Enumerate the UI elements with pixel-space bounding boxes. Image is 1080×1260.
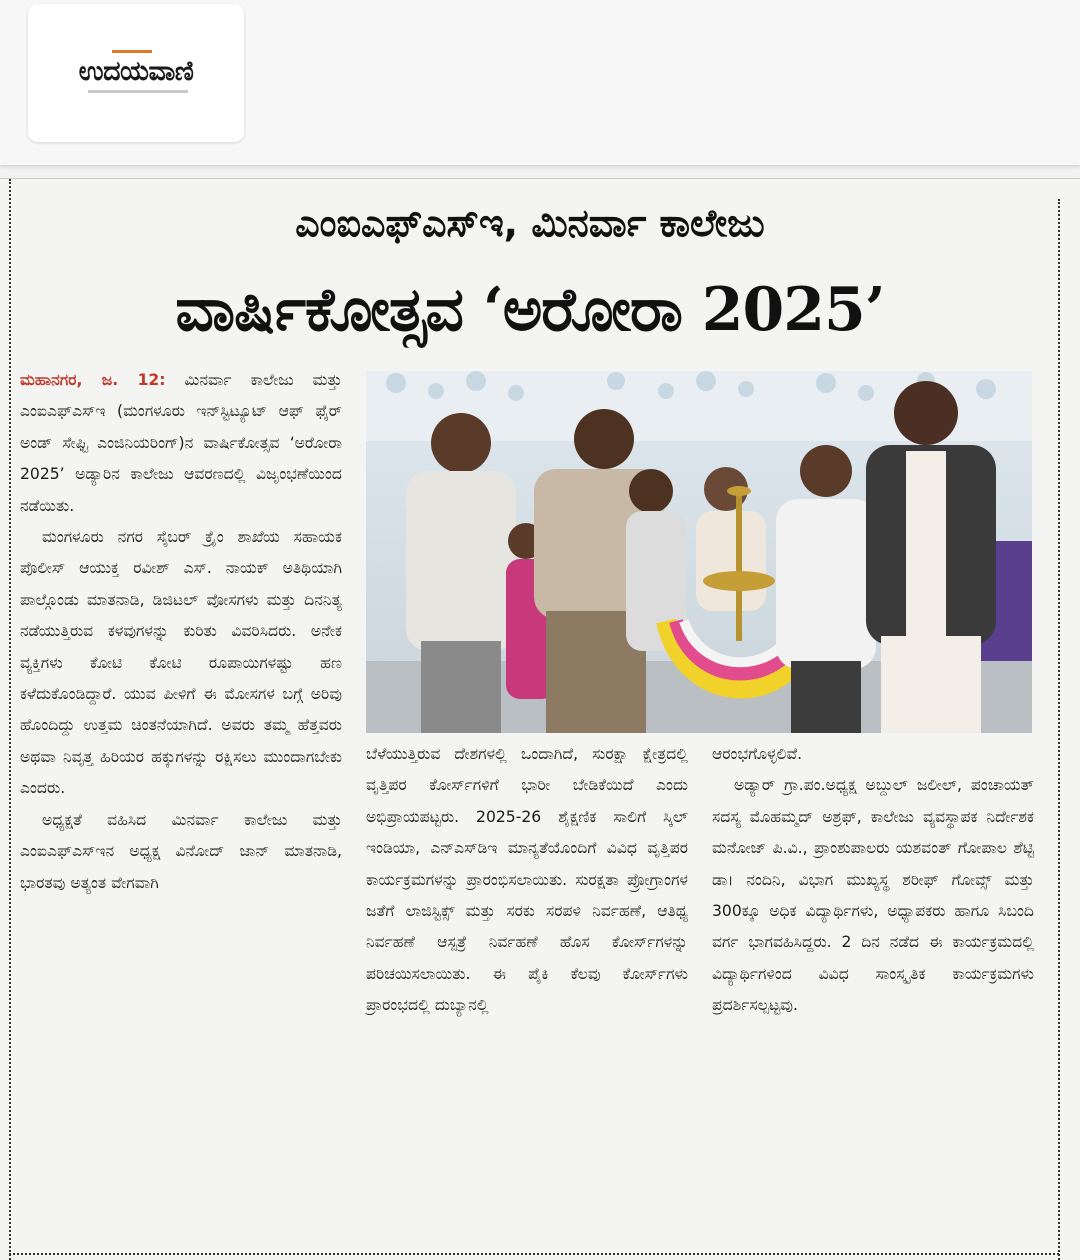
headline-main: ವಾರ್ಷಿಕೋತ್ಸವ ‘ಅರೋರಾ 2025’ [175, 275, 885, 345]
app-header [0, 0, 1080, 166]
event-photo-illustration [366, 371, 1032, 733]
article-paragraph [20, 365, 342, 522]
article-column-2 [366, 739, 688, 1022]
event-photo [366, 371, 1032, 733]
headline-kicker: ಎಂಐಎಫ್‌ಎಸ್‌ಇ, ಮಿನರ್ವಾ ಕಾಲೇಜು [295, 201, 765, 245]
article-column-3 [712, 739, 1034, 1022]
paragraph-text: ಮಿನರ್ವಾ ಕಾಲೇಜು ಮತ್ತು ಎಂಐಎಫ್‌ಎಸ್‌ಇ (ಮಂಗಳೂರು ಇನ್‌ಸ್ಟಿಟ್ಯೂಟ್‌ ಆಫ್‌ ಫೈರ್‌ ಅಂಡ್‌ ಸೇಫ್ಟಿ ಎಂಜಿನಿಯರಿಂಗ್‌)ನ ವಾರ್ಷಿಕೋತ್ಸವ ‘ಅರೋರಾ 2025’ ಅಡ್ಯಾರಿನ ಕಾಲೇಜು ಆವರಣದಲ್ಲಿ ವಿಜೃಂಭಣೆಯಿಂದ ನಡೆಯಿತು. [20, 371, 342, 515]
publisher-logo[interactable] [28, 4, 244, 142]
article-column-1 [20, 365, 342, 899]
dateline: ಮಹಾನಗರ, ಜ. 12: [20, 371, 166, 389]
article-paragraph: ಮಂಗಳೂರು ನಗರ ಸೈಬರ್‌ ಕ್ರೈಂ ಶಾಖೆಯ ಸಹಾಯಕ ಪೊಲೀಸ್‌ ಆಯುಕ್ತ ರವೀಶ್‌ ಎಸ್‌. ನಾಯಕ್‌ ಅತಿಥಿಯಾಗಿ ಪಾಲ್ಗೊಂಡು ಮಾತನಾಡಿ, ಡಿಜಿಟಲ್‌ ವೋಸಗಳು ಮತ್ತು ದಿನನಿತ್ಯ ನಡೆಯುತ್ತಿರುವ ಕಳವುಗಳನ್ನು ಕುರಿತು ವಿವರಿಸಿದರು. ಅನೇಕ ವ್ಯಕ್ತಿಗಳು ಕೋಟಿ ಕೋಟಿ ರೂಪಾಯಿಗಳಷ್ಟು ಹಣ ಕಳೆದುಕೊಂಡಿದ್ದಾರೆ. ಯುವ ಪೀಳಿಗೆ ಈ ಮೋಸಗಳ ಬಗ್ಗೆ ಅರಿವು ಹೊಂದಿದ್ದು ಉತ್ತಮ ಚಿಂತನೆಯಾಗಿದೆ. ಅವರು ತಮ್ಮ ಹೆತ್ತವರು ಅಥವಾ ನಿವೃತ್ತ ಹಿರಿಯರ ಹಕ್ಕುಗಳನ್ನು ರಕ್ಷಿಸಲು ಮುಂದಾಗಬೇಕು ಎಂದರು. [20, 528, 342, 798]
article-paragraph: ಅಧ್ಯಕ್ಷತೆ ವಹಿಸಿದ ಮಿನರ್ವಾ ಕಾಲೇಜು ಮತ್ತು ಎಂಐಎಫ್‌ಎಸ್‌ಇನ ಅಧ್ಯಕ್ಷ ವಿನೋದ್‌ ಜಾನ್‌ ಮಾತನಾಡಿ, ಭಾರತವು ಅತ್ಯಂತ ವೇಗವಾಗಿ [20, 810, 342, 892]
logo-tagline [88, 90, 188, 93]
cut-line-right [1058, 199, 1060, 1260]
logo-text: ಉದಯವಾಣಿ [78, 56, 194, 87]
cut-line-bottom [9, 1253, 1059, 1255]
article-paragraph: ಬೆಳೆಯುತ್ತಿರುವ ದೇಶಗಳಲ್ಲಿ ಒಂದಾಗಿದೆ, ಸುರಕ್ಷಾ ಕ್ಷೇತ್ರದಲ್ಲಿ ವೃತ್ತಿಪರ ಕೋರ್ಸ್‌ಗಳಿಗೆ ಭಾರೀ ಬೇಡಿಕೆಯಿದೆ ಎಂದು ಅಭಿಪ್ರಾಯಪಟ್ಟರು. 2025-26 ಶೈಕ್ಷಣಿಕ ಸಾಲಿಗೆ ಸ್ಕಿಲ್‌ ಇಂಡಿಯಾ, ಎನ್‌ಎಸ್‌ಡಿಇ ಮಾನ್ಯತೆಯೊಂದಿಗೆ ವಿವಿಧ ವೃತ್ತಿಪರ ಕಾರ್ಯಕ್ರಮಗಳನ್ನು ಪ್ರಾರಂಭಿಸಲಾಯಿತು. ಸುರಕ್ಷತಾ ಪ್ರೋಗ್ರಾಂಗಳ ಜತೆಗೆ ಲಾಜಿಸ್ಟಿಕ್ಸ್‌ ಮತ್ತು ಸರಕು ಸರಪಳಿ ನಿರ್ವಹಣೆ, ಆತಿಥ್ಯ ನಿರ್ವಹಣೆ ಆಸ್ಪತ್ರೆ ನಿರ್ವಹಣೆ ಹೊಸ ಕೋರ್ಸ್‌ಗಳನ್ನು ಪರಿಚಯಿಸಲಾಯಿತು. ಈ ಪೈಕಿ ಕೆಲವು ಕೋರ್ಸ್‌ಗಳು ಪ್ರಾರಂಭದಲ್ಲಿ ದುಬ್ಯಾನಲ್ಲಿ [366, 745, 688, 1015]
article-paragraph: ಆರಂಭಗೊಳ್ಳಲಿವೆ. [712, 745, 803, 763]
article-paragraph: ಅಡ್ಯಾರ್‌ ಗ್ರಾ.ಪಂ.ಅಧ್ಯಕ್ಷ ಅಬ್ದುಲ್‌ ಜಲೀಲ್‌, ಪಂಚಾಯತ್‌ ಸದಸ್ಯ ಮೊಹಮ್ಮದ್‌ ಅಶ್ರಫ್‌, ಕಾಲೇಜು ವ್ಯವಸ್ಥಾಪಕ ನಿರ್ದೇಶಕ ಮನೋಜ್‌ ಪಿ.ವಿ., ಪ್ರಾಂಶುಪಾಲರು ಯಶವಂತ್‌ ಗೋಪಾಲ ಶೆಟ್ಟಿ ಡಾ। ನಂದಿನಿ, ವಿಭಾಗ ಮುಖ್ಯಸ್ಥ ಶರೀಫ್‌ ಗೋವ್ಸ್‌ ಮತ್ತು 300ಕ್ಕೂ ಅಧಿಕ ವಿದ್ಯಾರ್ಥಿಗಳು, ಅಧ್ಯಾಪಕರು ಹಾಗೂ ಸಿಬಂದಿ ವರ್ಗ ಭಾಗವಹಿಸಿದ್ದರು. 2 ದಿನ ನಡೆದ ಈ ಕಾರ್ಯಕ್ರಮದಲ್ಲಿ ವಿದ್ಯಾರ್ಥಿಗಳಿಂದ ವಿವಿಧ ಸಾಂಸ್ಕೃತಿಕ ಕಾರ್ಯಕ್ರಮಗಳು ಪ್ರದರ್ಶಿಸಲ್ಪಟ್ಟವು. [712, 776, 1034, 1015]
logo-accent [112, 50, 152, 53]
newspaper-clipping [0, 178, 1080, 1260]
